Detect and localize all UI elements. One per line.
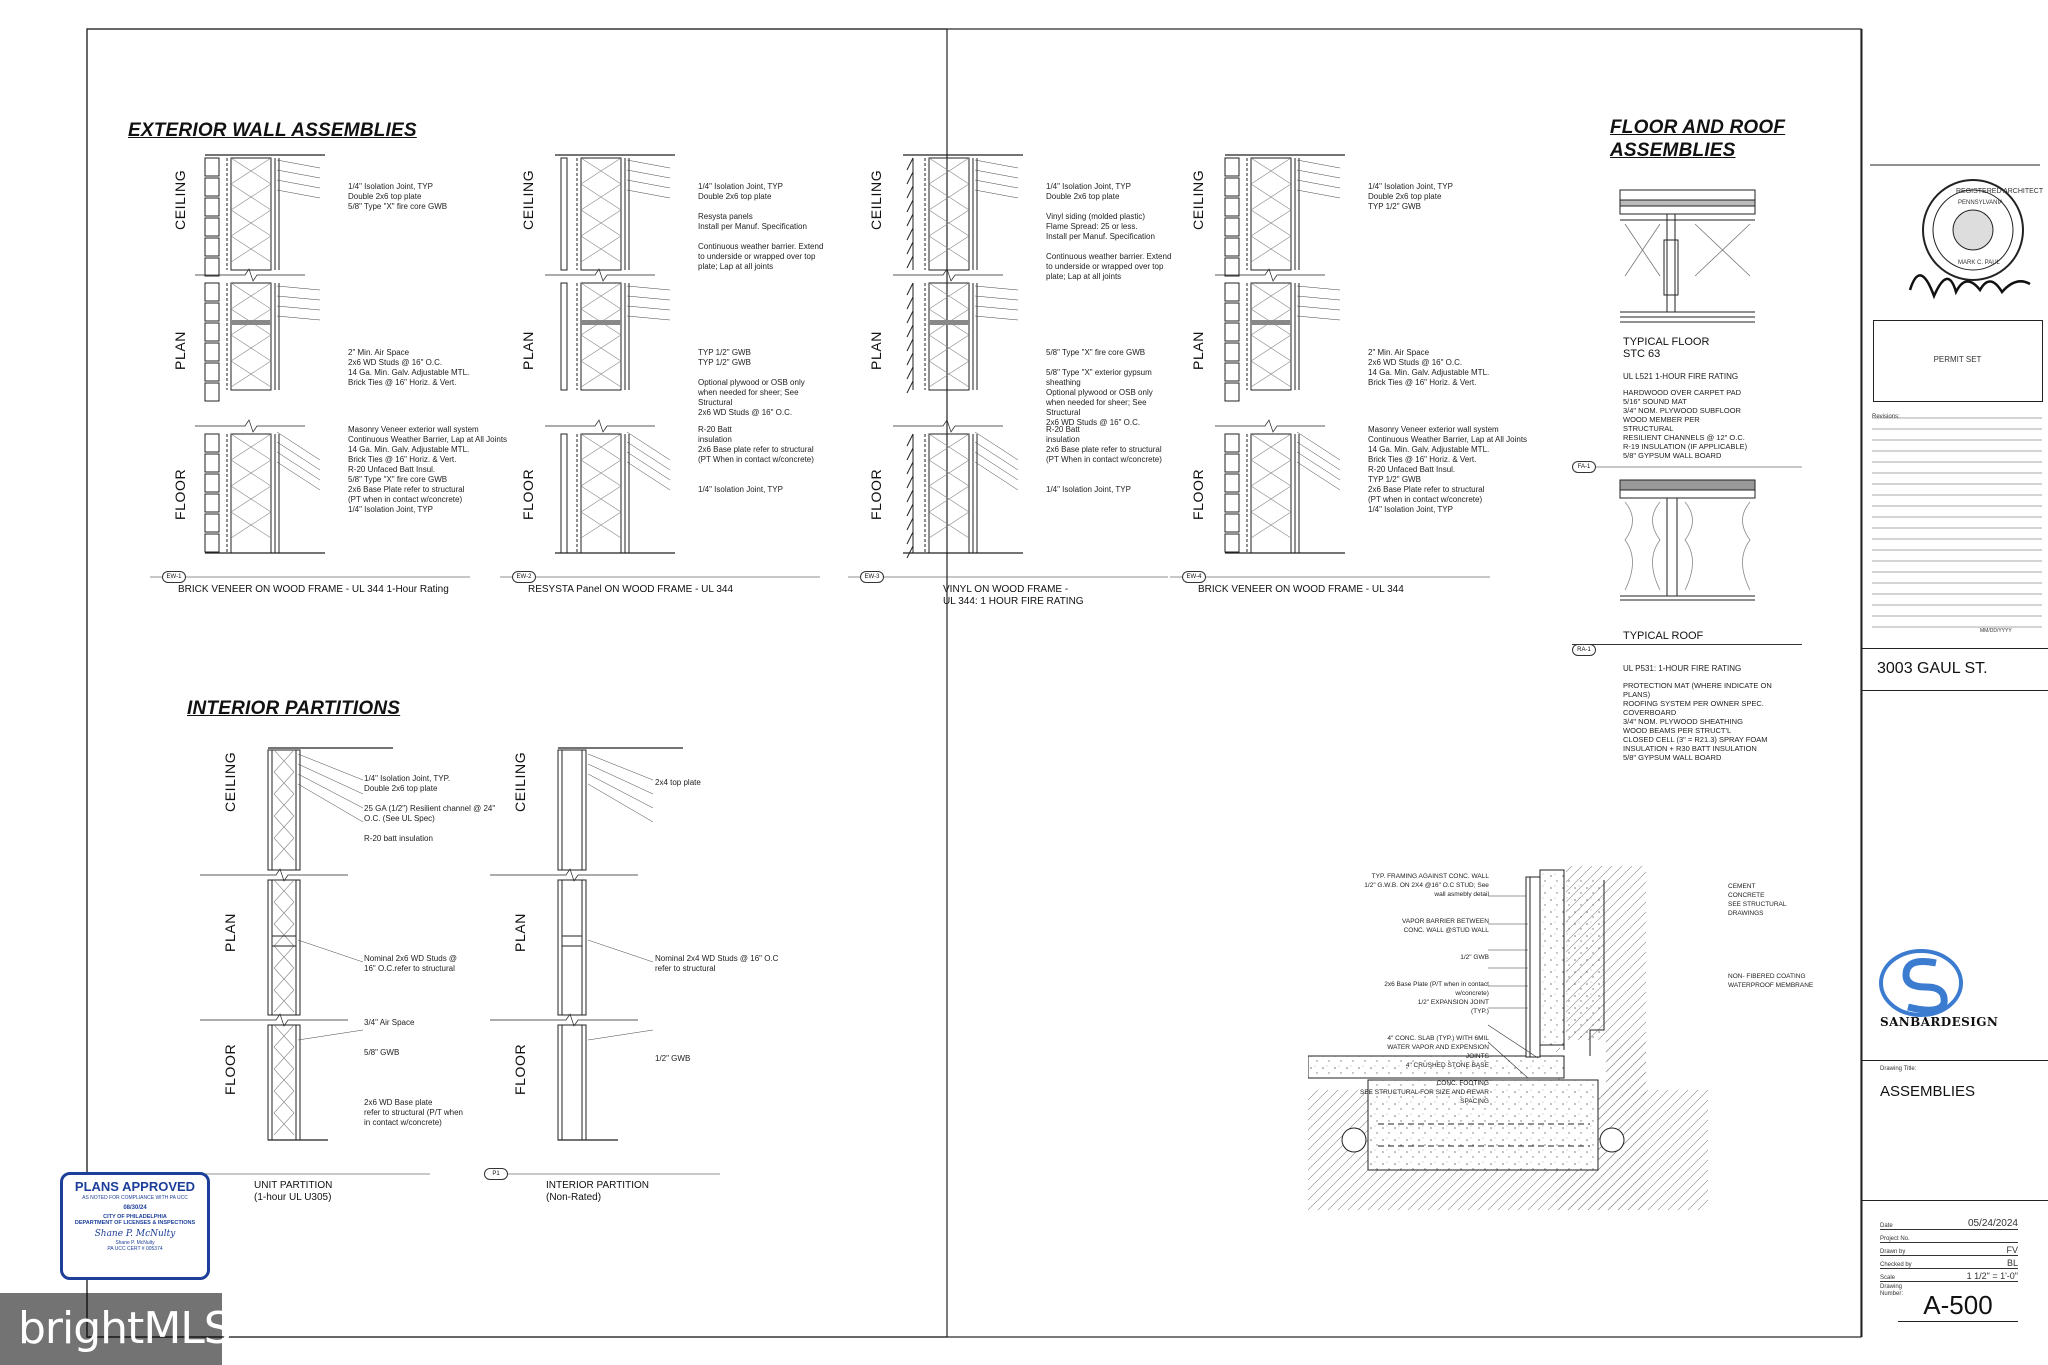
note-text: 5/8" Type "X" fire core GWB — [348, 202, 448, 211]
note-text: TYP. FRAMING AGAINST CONC. WALL — [1371, 873, 1489, 880]
note-text: CONC. WALL @STUD WALL — [1403, 927, 1489, 934]
note-text: 1/2" GWB — [1460, 954, 1489, 961]
foundation-right-notes-1 — [1728, 882, 1787, 918]
note-text: 1/4" Isolation Joint, TYP — [698, 182, 783, 191]
note-text: refer to structural (P/T when — [364, 1108, 463, 1117]
floor-notes-list — [1046, 425, 1162, 495]
zone-label-floor: FLOOR — [1190, 468, 1206, 520]
note-text: CONCRETE — [1728, 892, 1765, 899]
drawing-title-label: Drawing Title: — [1880, 1066, 1917, 1072]
permit-box — [1873, 320, 2043, 402]
plan-notes-list — [348, 348, 469, 388]
note-text: JOINTS — [1465, 1053, 1489, 1060]
note-text — [364, 1088, 463, 1098]
note-text: 5/8" Type "X" fire core GWB — [1046, 348, 1146, 357]
note-text — [364, 1068, 463, 1078]
note-text: R-20 Unfaced Batt Insul. — [348, 465, 436, 474]
note-text: 1/4" Isolation Joint, TYP — [1368, 505, 1453, 514]
detail-tag: EW-4 — [1182, 571, 1206, 583]
company-name: SANBARDESIGN — [1880, 1015, 1999, 1029]
note-text: PLANS) — [1623, 690, 1651, 699]
note-text: when needed for sheer; See — [1046, 398, 1147, 407]
detail-tag: EW-1 — [162, 571, 186, 583]
note-text: TYP 1/2" GWB — [1368, 202, 1421, 211]
exterior-detail-4 — [1150, 150, 1528, 600]
note-text: Structural — [698, 398, 733, 407]
note-text: ROOFING SYSTEM PER OWNER SPEC. — [1623, 699, 1764, 708]
note-text: COVERBOARD — [1623, 708, 1677, 717]
note-text: 5/8" Type "X" exterior gypsum — [1046, 368, 1152, 377]
note-text: 5/8" GWB — [364, 1048, 400, 1057]
note-text: Nominal 2x4 WD Studs @ 16" O.C — [655, 954, 779, 963]
project-no-label: Project No. — [1880, 1236, 1910, 1242]
floor-assembly-tag: FA-1 — [1572, 461, 1596, 473]
zone-label-ceiling: CEILING — [868, 169, 884, 230]
detail-caption-line2: (1-hour UL U305) — [254, 1192, 332, 1203]
checked-by-label: Checked by — [1880, 1262, 1912, 1268]
zone-label-ceiling: CEILING — [172, 169, 188, 230]
seal-state-text: PENNSYLVANIA — [1958, 200, 2004, 206]
roof-divider — [1572, 644, 1802, 645]
note-text: WATERPROOF MEMBRANE — [1728, 982, 1814, 989]
note-text: 2x6 Base plate refer to structural — [698, 445, 814, 454]
note-text: 14 Ga. Min. Galv. Adjustable MTL. — [348, 368, 470, 377]
floor-notes-list — [1368, 425, 1527, 515]
note-text: (PT When in contact w/concrete) — [698, 455, 814, 464]
note-text — [364, 1058, 463, 1068]
note-text: R-20 Batt — [1046, 425, 1080, 434]
note-text: 2x6 WD Base plate — [364, 1098, 433, 1107]
typical-floor-stc: STC 63 — [1623, 348, 1661, 360]
note-text — [698, 202, 823, 212]
note-text: HARDWOOD OVER CARPET PAD — [1623, 388, 1742, 397]
note-text: w/concrete) — [1455, 990, 1489, 997]
foundation-left-notes — [1360, 872, 1489, 1106]
roof-assembly-tag: RA-1 — [1572, 644, 1596, 656]
note-text: Double 2x6 top plate — [348, 192, 422, 201]
interior-detail-1 — [200, 740, 500, 1210]
roof-rating: UL P531: 1-HOUR FIRE RATING — [1623, 664, 1742, 673]
plan-notes-list — [1046, 348, 1153, 428]
revisions-table — [1872, 408, 2046, 638]
plans-approved-stamp — [60, 1172, 210, 1280]
seal-name-text: MARK C. PAUL — [1958, 260, 2000, 266]
note-text: (PT when in contact w/concrete) — [1368, 495, 1483, 504]
note-text: Continuous Weather Barrier, Lap at All Joints — [348, 435, 508, 444]
note-text: 1/4" Isolation Joint, TYP — [1046, 182, 1131, 191]
architect-seal-area — [1870, 160, 2044, 320]
mls-watermark — [0, 1293, 231, 1365]
date-row — [1880, 1217, 2018, 1230]
exterior-detail-3 — [828, 150, 1172, 607]
zone-label-plan: PLAN — [868, 331, 884, 370]
drawing-number-row — [1880, 1282, 2018, 1332]
detail-tag: EW-2 — [512, 571, 536, 583]
note-text: 2x6 Base plate refer to structural — [1046, 445, 1162, 454]
drawing-title: ASSEMBLIES — [1880, 1083, 1976, 1100]
note-text: 16" O.C.refer to structural — [364, 964, 455, 973]
note-text: CLOSED CELL (3" = R21.3) SPRAY FOAM — [1623, 735, 1768, 744]
floor-notes-list — [655, 1054, 690, 1064]
drawn-by-label: Drawn by — [1880, 1249, 1906, 1255]
note-text: Install per Manuf. Specification — [698, 222, 807, 231]
stamp-cert: PA UCC CERT # 005374 — [107, 1246, 163, 1252]
note-text: (TYP.) — [1470, 1008, 1489, 1015]
note-text — [1046, 475, 1162, 485]
note-text: (PT When in contact w/concrete) — [1046, 455, 1162, 464]
title-block-fields — [1880, 1217, 2018, 1332]
note-text: Optional plywood or OSB only — [1046, 388, 1153, 397]
seal-registered-text: REGISTERED ARCHITECT — [1956, 188, 2044, 195]
note-text: WATER VAPOR AND EXPENSION — [1387, 1044, 1489, 1051]
ceiling-notes-list — [1368, 182, 1453, 212]
zone-label-plan: PLAN — [172, 331, 188, 370]
drawn-by-value: FV — [2006, 1245, 2018, 1255]
note-text: (PT when in contact w/concrete) — [348, 495, 463, 504]
note-text: 1/4" Isolation Joint, TYP — [348, 182, 433, 191]
note-text: STRUCTURAL — [1623, 424, 1674, 433]
plan-notes-list — [1368, 348, 1489, 388]
detail-tag: P1 — [484, 1168, 508, 1180]
note-text: Continuous weather barrier. Extend — [698, 242, 824, 251]
note-text: RESILIENT CHANNELS @ 12" O.C. — [1623, 433, 1745, 442]
note-text: wall asmebly detail — [1434, 891, 1489, 898]
note-text — [1360, 908, 1489, 917]
note-text: TYP 1/2" GWB — [698, 358, 751, 367]
note-text — [364, 1028, 463, 1038]
note-text: DRAWINGS — [1728, 910, 1764, 917]
plan-notes-list — [364, 954, 457, 974]
note-text: SPACING — [1460, 1098, 1489, 1105]
note-text: R-20 batt insulation — [364, 834, 433, 843]
note-text: 5/16" SOUND MAT — [1623, 397, 1687, 406]
note-text: when needed for sheer; See — [698, 388, 799, 397]
note-text: plate; Lap at all joints — [1046, 272, 1122, 281]
note-text — [1046, 465, 1162, 475]
note-text: Double 2x6 top plate — [1046, 192, 1120, 201]
note-text: Masonry Veneer exterior wall system — [1368, 425, 1499, 434]
note-text: R-20 Batt — [698, 425, 732, 434]
note-text — [364, 794, 495, 804]
note-text: R-19 INSULATION (IF APPLICABLE) — [1623, 442, 1748, 451]
date-label: Date — [1880, 1223, 1893, 1229]
exterior-detail-1 — [130, 150, 508, 600]
note-text — [1360, 935, 1489, 944]
note-text — [698, 465, 814, 475]
date-format-label: MM/DD/YYYY — [1980, 628, 2012, 634]
note-text: 3/4" Air Space — [364, 1018, 415, 1027]
note-text: 5/8" Type "X" fire core GWB — [348, 475, 448, 484]
note-text: refer to structural — [655, 964, 716, 973]
project-no-row — [1880, 1230, 2018, 1243]
note-text — [364, 824, 495, 834]
note-text: WOOD BEAMS PER STRUCT'L — [1623, 726, 1732, 735]
note-text: TYP 1/2" GWB — [698, 348, 751, 357]
note-text: insulation — [698, 435, 732, 444]
typical-floor-title: TYPICAL FLOOR — [1623, 336, 1710, 348]
zone-label-floor: FLOOR — [172, 468, 188, 520]
note-text — [1360, 899, 1489, 908]
exterior-detail-2 — [480, 150, 824, 600]
divider-2 — [1862, 690, 2048, 691]
note-text: 1/4" Isolation Joint, TYP — [348, 505, 433, 514]
note-text: O.C. (See UL Spec) — [364, 814, 435, 823]
note-text: WOOD MEMBER PER — [1623, 415, 1700, 424]
zone-label-plan: PLAN — [520, 331, 536, 370]
drawing-number-label: Drawing Number: — [1880, 1284, 1904, 1297]
permit-label: PERMIT SET — [1933, 355, 1982, 364]
floor-notes-list — [364, 1018, 463, 1128]
plan-notes-list — [655, 954, 778, 974]
architect-seal — [1870, 160, 2040, 320]
detail-tag: EW-3 — [860, 571, 884, 583]
ceiling-notes-list — [655, 778, 701, 788]
note-text: 3/4" NOM. PLYWOOD SHEATHING — [1623, 717, 1743, 726]
note-text: 2x6 Base Plate (P/T when in contact — [1384, 981, 1489, 988]
note-text — [1360, 971, 1489, 980]
note-text: Nominal 2x6 WD Studs @ — [364, 954, 458, 963]
note-text: R-20 Unfaced Batt Insul. — [1368, 465, 1456, 474]
note-text — [698, 475, 814, 485]
note-text: Structural — [1046, 408, 1081, 417]
note-text: PROTECTION MAT (WHERE INDICATE ON — [1623, 681, 1772, 690]
note-text: Masonry Veneer exterior wall system — [348, 425, 479, 434]
note-text: Continuous weather barrier. Extend — [1046, 252, 1172, 261]
note-text: 4" CONC. SLAB (TYP.) WITH 6MIL — [1387, 1035, 1489, 1042]
detail-caption-line2: (Non-Rated) — [546, 1192, 602, 1203]
floor-notes-list — [698, 425, 814, 495]
note-text: SEE STRUCTURAL FOR SIZE AND REVAR — [1360, 1089, 1489, 1096]
note-text: Vinyl siding (molded plastic) — [1046, 212, 1146, 221]
note-text — [364, 1078, 463, 1088]
note-text — [1360, 1016, 1489, 1025]
zone-label-ceiling: CEILING — [222, 751, 238, 812]
foundation-right-notes-2 — [1728, 972, 1813, 990]
note-text: CEMENT — [1728, 883, 1756, 890]
drawing-number: A-500 — [1898, 1290, 2018, 1322]
partition-section-drawing — [490, 740, 790, 1210]
note-text: CONC. FOOTING — [1436, 1080, 1489, 1087]
detail-caption-line2: UL 344: 1 HOUR FIRE RATING — [943, 596, 1084, 607]
note-text: Optional plywood or OSB only — [698, 378, 805, 387]
note-text: 25 GA (1/2") Resilient channel @ 24" — [364, 804, 496, 813]
stamp-department: DEPARTMENT OF LICENSES & INSPECTIONS — [74, 1220, 196, 1226]
plan-notes-list — [698, 348, 805, 418]
note-text: 1/2" G.W.B. ON 2X4 @16" O.C STUD; See — [1364, 882, 1489, 889]
note-text: SEE STRUCTURAL — [1728, 901, 1787, 908]
note-text — [1360, 962, 1489, 971]
watermark-text: brightMLS — [18, 1303, 231, 1354]
note-text: 1/2" EXPANSION JOINT — [1417, 999, 1489, 1006]
divider-1 — [1862, 648, 2048, 649]
note-text: Double 2x6 top plate — [1368, 192, 1442, 201]
note-text: 4" CRUSHED STONE BASE — [1405, 1062, 1489, 1069]
note-text: 5/8" GYPSUM WALL BOARD — [1623, 451, 1722, 460]
note-text: NON- FIBERED COATING — [1728, 973, 1806, 980]
note-text: VAPOR BARRIER BETWEEN — [1402, 918, 1489, 925]
note-text: in contact w/concrete) — [364, 1118, 442, 1127]
note-text — [364, 1038, 463, 1048]
zone-label-plan: PLAN — [1190, 331, 1206, 370]
zone-label-floor: FLOOR — [512, 1043, 528, 1095]
detail-caption: BRICK VENEER ON WOOD FRAME - UL 344 — [1198, 584, 1404, 595]
revisions-label: Revisions: — [1872, 414, 1900, 420]
note-text: to underside or wrapped over top — [698, 252, 816, 261]
note-text: INSULATION + R30 BATT INSULATION — [1623, 744, 1757, 753]
project-address: 3003 GAUL ST. — [1877, 660, 1988, 677]
drawn-by-row — [1880, 1243, 2018, 1256]
note-text: 2" Min. Air Space — [1368, 348, 1430, 357]
zone-label-ceiling: CEILING — [1190, 169, 1206, 230]
detail-caption: BRICK VENEER ON WOOD FRAME - UL 344 1-Hour Rating — [178, 584, 449, 595]
detail-caption: INTERIOR PARTITION — [546, 1180, 649, 1191]
note-text — [1360, 944, 1489, 953]
zone-label-plan: PLAN — [222, 913, 238, 952]
ceiling-notes-list — [698, 182, 823, 272]
exterior-section-title: EXTERIOR WALL ASSEMBLIES — [128, 120, 417, 141]
stamp-city: CITY OF PHILADELPHIA — [103, 1214, 167, 1220]
note-text: Double 2x6 top plate — [698, 192, 772, 201]
note-text: 2x6 Base Plate refer to structural — [1368, 485, 1485, 494]
note-text: Flame Spread: 25 or less. — [1046, 222, 1138, 231]
ceiling-notes-list — [364, 774, 495, 844]
note-text: 3/4" NOM. PLYWOOD SUBFLOOR — [1623, 406, 1741, 415]
checked-by-row — [1880, 1256, 2018, 1269]
interior-section-title: INTERIOR PARTITIONS — [187, 698, 401, 719]
floor-roof-title-line1: FLOOR AND ROOF — [1610, 117, 1786, 138]
roof-notes — [1623, 681, 1772, 762]
stamp-signature: Shane P. McNulty — [94, 1229, 176, 1239]
checked-by-value: BL — [2006, 1258, 2018, 1268]
note-text: Brick Ties @ 16" Horiz. & Vert. — [348, 378, 457, 387]
note-text: Continuous Weather Barrier, Lap at All Joints — [1368, 435, 1528, 444]
note-text — [1360, 1070, 1489, 1079]
note-text: sheathing — [1046, 378, 1081, 387]
floor-notes — [1623, 388, 1747, 460]
note-text: 14 Ga. Min. Galv. Adjustable MTL. — [348, 445, 470, 454]
note-text: 2" Min. Air Space — [348, 348, 410, 357]
date-value: 05/24/2024 — [1967, 1218, 2018, 1229]
stamp-subtitle: AS NOTED FOR COMPLIANCE WITH PA UCC — [82, 1195, 188, 1201]
note-text: 1/2" GWB — [655, 1054, 691, 1063]
note-text: 2x6 WD Studs @ 16" O.C. — [348, 358, 443, 367]
note-text: to underside or wrapped over top — [1046, 262, 1164, 271]
note-text: 1/4" Isolation Joint, TYP — [1046, 485, 1131, 494]
note-text: 2x6 WD Studs @ 16" O.C. — [1046, 418, 1141, 427]
detail-caption: UNIT PARTITION — [254, 1180, 333, 1191]
note-text: 14 Ga. Min. Galv. Adjustable MTL. — [1368, 445, 1490, 454]
typical-roof-title: TYPICAL ROOF — [1623, 630, 1704, 642]
note-text: 5/8" GYPSUM WALL BOARD — [1623, 753, 1722, 762]
note-text: 2x4 top plate — [655, 778, 701, 787]
note-text: 1/4" Isolation Joint, TYP — [698, 485, 783, 494]
note-text: Brick Ties @ 16" Horiz. & Vert. — [1368, 455, 1477, 464]
zone-label-floor: FLOOR — [520, 468, 536, 520]
note-text: Install per Manuf. Specification — [1046, 232, 1155, 241]
zone-label-plan: PLAN — [512, 913, 528, 952]
zone-label-ceiling: CEILING — [512, 751, 528, 812]
zone-label-floor: FLOOR — [868, 468, 884, 520]
stamp-name: Shane P. McNulty — [115, 1240, 155, 1246]
note-text: 14 Ga. Min. Galv. Adjustable MTL. — [1368, 368, 1490, 377]
note-text — [698, 368, 805, 378]
note-text: 1/4" Isolation Joint, TYP. — [364, 774, 451, 783]
note-text: 1/4" Isolation Joint, TYP — [1368, 182, 1453, 191]
note-text: insulation — [1046, 435, 1080, 444]
note-text: Brick Ties @ 16" Horiz. & Vert. — [1368, 378, 1477, 387]
note-text: 2x6 Base Plate refer to structural — [348, 485, 465, 494]
scale-value: 1 1/2" = 1'-0" — [1966, 1271, 2018, 1281]
interior-detail-2 — [490, 740, 790, 1210]
note-text: Double 2x6 top plate — [364, 784, 438, 793]
zone-label-ceiling: CEILING — [520, 169, 536, 230]
floor-roof-title-line2: ASSEMBLIES — [1610, 140, 1736, 161]
note-text: Brick Ties @ 16" Horiz. & Vert. — [348, 455, 457, 464]
floor-rating: UL L521 1-HOUR FIRE RATING — [1623, 372, 1739, 381]
note-text: 2x6 WD Studs @ 16" O.C. — [698, 408, 793, 417]
note-text: TYP 1/2" GWB — [1368, 475, 1421, 484]
note-text — [1046, 358, 1153, 368]
note-text: plate; Lap at all joints — [698, 262, 774, 271]
note-text — [698, 232, 823, 242]
stamp-title: PLANS APPROVED — [74, 1179, 196, 1194]
divider-4 — [1862, 1200, 2048, 1201]
ceiling-notes-list — [348, 182, 447, 212]
note-text: 2x6 WD Studs @ 16" O.C. — [1368, 358, 1463, 367]
detail-caption: RESYSTA Panel ON WOOD FRAME - UL 344 — [528, 584, 734, 595]
stamp-date: 08/30/24 — [123, 1205, 147, 1211]
note-text — [1360, 1025, 1489, 1034]
note-text: Resysta panels — [698, 212, 753, 221]
detail-caption: VINYL ON WOOD FRAME - — [943, 584, 1069, 595]
scale-row — [1880, 1269, 2018, 1282]
divider-3 — [1862, 1060, 2048, 1061]
zone-label-floor: FLOOR — [222, 1043, 238, 1095]
scale-label: Scale — [1880, 1275, 1896, 1281]
